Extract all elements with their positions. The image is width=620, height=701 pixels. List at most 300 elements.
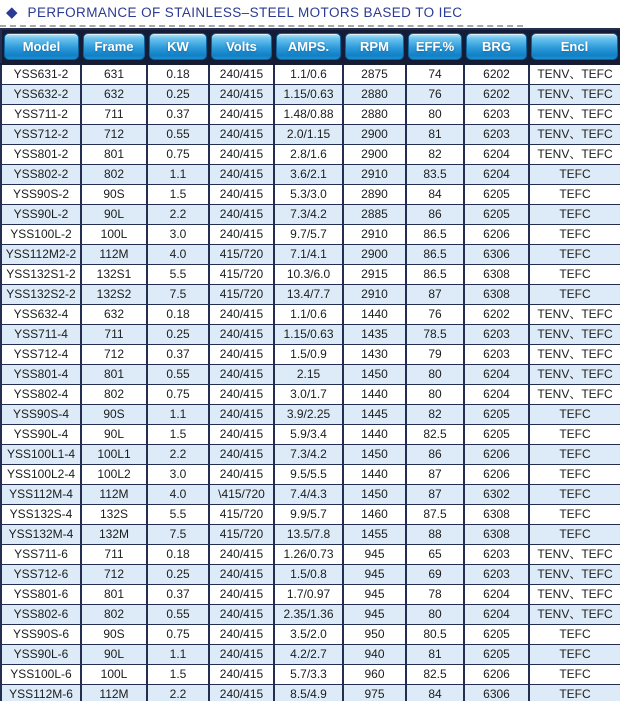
cell-brg: 6204 xyxy=(464,145,529,165)
cell-model: YSS112M-4 xyxy=(1,485,81,505)
cell-brg: 6203 xyxy=(464,125,529,145)
cell-kw: 7.5 xyxy=(147,525,209,545)
cell-brg: 6205 xyxy=(464,205,529,225)
cell-volts: 240/415 xyxy=(209,345,274,365)
cell-model: YSS631-2 xyxy=(1,64,81,85)
cell-rpm: 2910 xyxy=(343,165,406,185)
cell-rpm: 1430 xyxy=(343,345,406,365)
cell-eff: 87.5 xyxy=(406,505,464,525)
cell-kw: 0.37 xyxy=(147,105,209,125)
cell-model: YSS802-2 xyxy=(1,165,81,185)
diamond-icon: ◆ xyxy=(6,4,18,21)
cell-eff: 79 xyxy=(406,345,464,365)
page-title: PERFORMANCE OF STAINLESS–STEEL MOTORS BASED TO IEC xyxy=(27,5,463,20)
cell-encl: TENV、TEFC xyxy=(529,585,620,605)
cell-amps: 5.7/3.3 xyxy=(274,665,343,685)
cell-eff: 84 xyxy=(406,185,464,205)
cell-eff: 88 xyxy=(406,525,464,545)
table-row xyxy=(1,485,620,505)
cell-frame: 711 xyxy=(81,325,147,345)
cell-frame: 90L xyxy=(81,425,147,445)
cell-eff: 82 xyxy=(406,145,464,165)
cell-eff: 86 xyxy=(406,205,464,225)
column-header-volts xyxy=(209,29,274,64)
table-row xyxy=(1,585,620,605)
cell-encl: TEFC xyxy=(529,465,620,485)
cell-rpm: 950 xyxy=(343,625,406,645)
cell-frame: 132S1 xyxy=(81,265,147,285)
cell-volts: 415/720 xyxy=(209,265,274,285)
column-header-button-encl[interactable]: Encl xyxy=(531,33,618,60)
cell-frame: 631 xyxy=(81,64,147,85)
cell-kw: 1.5 xyxy=(147,665,209,685)
column-header-model xyxy=(1,29,81,64)
cell-frame: 100L2 xyxy=(81,465,147,485)
cell-brg: 6202 xyxy=(464,305,529,325)
cell-frame: 711 xyxy=(81,545,147,565)
cell-eff: 82.5 xyxy=(406,665,464,685)
table-row xyxy=(1,425,620,445)
cell-rpm: 1440 xyxy=(343,425,406,445)
cell-eff: 76 xyxy=(406,305,464,325)
cell-encl: TEFC xyxy=(529,505,620,525)
cell-encl: TEFC xyxy=(529,645,620,665)
cell-volts: 240/415 xyxy=(209,405,274,425)
cell-rpm: 1450 xyxy=(343,445,406,465)
cell-rpm: 1450 xyxy=(343,485,406,505)
cell-volts: 240/415 xyxy=(209,85,274,105)
cell-frame: 90L xyxy=(81,645,147,665)
cell-eff: 81 xyxy=(406,125,464,145)
cell-brg: 6204 xyxy=(464,365,529,385)
cell-brg: 6206 xyxy=(464,465,529,485)
cell-amps: 1.5/0.9 xyxy=(274,345,343,365)
cell-encl: TENV、TEFC xyxy=(529,605,620,625)
cell-rpm: 960 xyxy=(343,665,406,685)
cell-volts: \415/720 xyxy=(209,485,274,505)
cell-frame: 801 xyxy=(81,585,147,605)
cell-amps: 8.5/4.9 xyxy=(274,685,343,701)
cell-model: YSS100L2-4 xyxy=(1,465,81,485)
cell-model: YSS712-2 xyxy=(1,125,81,145)
cell-model: YSS132M-4 xyxy=(1,525,81,545)
cell-model: YSS90S-2 xyxy=(1,185,81,205)
cell-brg: 6204 xyxy=(464,165,529,185)
cell-encl: TENV、TEFC xyxy=(529,365,620,385)
cell-brg: 6306 xyxy=(464,245,529,265)
cell-rpm: 1435 xyxy=(343,325,406,345)
cell-eff: 87 xyxy=(406,465,464,485)
cell-kw: 5.5 xyxy=(147,505,209,525)
cell-encl: TENV、TEFC xyxy=(529,385,620,405)
column-header-button-kw[interactable]: KW xyxy=(149,33,207,60)
cell-encl: TEFC xyxy=(529,245,620,265)
table-row xyxy=(1,85,620,105)
cell-brg: 6205 xyxy=(464,425,529,445)
cell-model: YSS90L-6 xyxy=(1,645,81,665)
cell-volts: 240/415 xyxy=(209,105,274,125)
cell-kw: 4.0 xyxy=(147,485,209,505)
cell-rpm: 2890 xyxy=(343,185,406,205)
cell-model: YSS90L-4 xyxy=(1,425,81,445)
cell-frame: 132S xyxy=(81,505,147,525)
cell-eff: 83.5 xyxy=(406,165,464,185)
cell-kw: 5.5 xyxy=(147,265,209,285)
cell-brg: 6206 xyxy=(464,225,529,245)
cell-brg: 6308 xyxy=(464,285,529,305)
cell-frame: 112M xyxy=(81,685,147,701)
cell-model: YSS112M-6 xyxy=(1,685,81,701)
cell-rpm: 945 xyxy=(343,605,406,625)
cell-rpm: 2910 xyxy=(343,225,406,245)
cell-volts: 240/415 xyxy=(209,465,274,485)
cell-model: YSS100L-2 xyxy=(1,225,81,245)
cell-frame: 90S xyxy=(81,185,147,205)
cell-volts: 240/415 xyxy=(209,445,274,465)
column-header-amps xyxy=(274,29,343,64)
cell-frame: 632 xyxy=(81,85,147,105)
cell-frame: 712 xyxy=(81,345,147,365)
cell-volts: 415/720 xyxy=(209,245,274,265)
cell-kw: 0.25 xyxy=(147,85,209,105)
cell-rpm: 1440 xyxy=(343,385,406,405)
cell-frame: 801 xyxy=(81,145,147,165)
cell-amps: 1.1/0.6 xyxy=(274,305,343,325)
cell-amps: 9.7/5.7 xyxy=(274,225,343,245)
cell-amps: 3.6/2.1 xyxy=(274,165,343,185)
cell-encl: TEFC xyxy=(529,445,620,465)
cell-amps: 1.48/0.88 xyxy=(274,105,343,125)
cell-kw: 7.5 xyxy=(147,285,209,305)
cell-volts: 415/720 xyxy=(209,285,274,305)
cell-frame: 100L xyxy=(81,665,147,685)
cell-encl: TEFC xyxy=(529,425,620,445)
cell-eff: 86 xyxy=(406,445,464,465)
cell-amps: 2.8/1.6 xyxy=(274,145,343,165)
cell-model: YSS90S-6 xyxy=(1,625,81,645)
cell-model: YSS100L-6 xyxy=(1,665,81,685)
cell-model: YSS632-4 xyxy=(1,305,81,325)
table-row xyxy=(1,325,620,345)
cell-encl: TEFC xyxy=(529,665,620,685)
table-header xyxy=(1,29,620,64)
table-body xyxy=(1,64,620,701)
column-header-button-eff[interactable]: EFF.% xyxy=(408,33,462,60)
cell-rpm: 2875 xyxy=(343,64,406,85)
cell-model: YSS132S-4 xyxy=(1,505,81,525)
cell-kw: 1.1 xyxy=(147,645,209,665)
cell-volts: 240/415 xyxy=(209,365,274,385)
cell-encl: TENV、TEFC xyxy=(529,64,620,85)
cell-volts: 240/415 xyxy=(209,225,274,245)
table-row xyxy=(1,405,620,425)
cell-frame: 712 xyxy=(81,125,147,145)
cell-eff: 87 xyxy=(406,485,464,505)
cell-kw: 0.75 xyxy=(147,145,209,165)
cell-brg: 6308 xyxy=(464,505,529,525)
cell-eff: 76 xyxy=(406,85,464,105)
column-header-button-frame[interactable]: Frame xyxy=(83,33,145,60)
cell-frame: 712 xyxy=(81,565,147,585)
cell-kw: 1.1 xyxy=(147,405,209,425)
title-bar xyxy=(0,0,620,21)
cell-eff: 82 xyxy=(406,405,464,425)
cell-rpm: 2880 xyxy=(343,85,406,105)
cell-brg: 6203 xyxy=(464,105,529,125)
cell-amps: 7.1/4.1 xyxy=(274,245,343,265)
cell-kw: 0.55 xyxy=(147,125,209,145)
cell-amps: 3.0/1.7 xyxy=(274,385,343,405)
cell-encl: TEFC xyxy=(529,625,620,645)
cell-rpm: 1445 xyxy=(343,405,406,425)
cell-model: YSS112M2-2 xyxy=(1,245,81,265)
table-row xyxy=(1,305,620,325)
cell-model: YSS802-4 xyxy=(1,385,81,405)
cell-volts: 240/415 xyxy=(209,205,274,225)
table-row xyxy=(1,645,620,665)
cell-kw: 0.18 xyxy=(147,305,209,325)
table-row xyxy=(1,64,620,85)
table-row xyxy=(1,625,620,645)
cell-amps: 1.5/0.8 xyxy=(274,565,343,585)
cell-model: YSS801-6 xyxy=(1,585,81,605)
cell-amps: 5.9/3.4 xyxy=(274,425,343,445)
cell-brg: 6206 xyxy=(464,445,529,465)
cell-brg: 6202 xyxy=(464,64,529,85)
table-row xyxy=(1,165,620,185)
table-row xyxy=(1,345,620,365)
cell-rpm: 2880 xyxy=(343,105,406,125)
cell-volts: 415/720 xyxy=(209,525,274,545)
cell-brg: 6203 xyxy=(464,545,529,565)
cell-encl: TENV、TEFC xyxy=(529,345,620,365)
cell-kw: 0.75 xyxy=(147,385,209,405)
cell-frame: 802 xyxy=(81,605,147,625)
cell-eff: 87 xyxy=(406,285,464,305)
cell-eff: 80 xyxy=(406,105,464,125)
cell-encl: TEFC xyxy=(529,225,620,245)
cell-model: YSS711-6 xyxy=(1,545,81,565)
cell-kw: 0.18 xyxy=(147,545,209,565)
cell-volts: 240/415 xyxy=(209,385,274,405)
cell-rpm: 2910 xyxy=(343,285,406,305)
cell-kw: 2.2 xyxy=(147,445,209,465)
cell-volts: 240/415 xyxy=(209,305,274,325)
table-row xyxy=(1,245,620,265)
cell-amps: 1.1/0.6 xyxy=(274,64,343,85)
cell-frame: 100L1 xyxy=(81,445,147,465)
cell-frame: 802 xyxy=(81,385,147,405)
cell-volts: 240/415 xyxy=(209,625,274,645)
table-row xyxy=(1,285,620,305)
cell-rpm: 975 xyxy=(343,685,406,701)
cell-brg: 6302 xyxy=(464,485,529,505)
cell-brg: 6206 xyxy=(464,665,529,685)
cell-rpm: 945 xyxy=(343,565,406,585)
cell-encl: TENV、TEFC xyxy=(529,545,620,565)
cell-frame: 802 xyxy=(81,165,147,185)
table-row xyxy=(1,145,620,165)
cell-brg: 6205 xyxy=(464,185,529,205)
cell-model: YSS632-2 xyxy=(1,85,81,105)
cell-volts: 240/415 xyxy=(209,665,274,685)
cell-eff: 81 xyxy=(406,645,464,665)
cell-brg: 6204 xyxy=(464,385,529,405)
cell-eff: 80 xyxy=(406,605,464,625)
cell-eff: 74 xyxy=(406,64,464,85)
cell-rpm: 1455 xyxy=(343,525,406,545)
cell-encl: TEFC xyxy=(529,185,620,205)
cell-eff: 80.5 xyxy=(406,625,464,645)
cell-volts: 240/415 xyxy=(209,645,274,665)
column-header-frame xyxy=(81,29,147,64)
cell-volts: 240/415 xyxy=(209,145,274,165)
cell-amps: 7.3/4.2 xyxy=(274,445,343,465)
cell-rpm: 945 xyxy=(343,545,406,565)
table-row xyxy=(1,225,620,245)
cell-amps: 13.5/7.8 xyxy=(274,525,343,545)
cell-frame: 132S2 xyxy=(81,285,147,305)
cell-rpm: 1460 xyxy=(343,505,406,525)
column-header-button-rpm[interactable]: RPM xyxy=(345,33,404,60)
cell-eff: 80 xyxy=(406,385,464,405)
cell-model: YSS711-4 xyxy=(1,325,81,345)
cell-amps: 1.15/0.63 xyxy=(274,85,343,105)
cell-rpm: 945 xyxy=(343,585,406,605)
cell-encl: TEFC xyxy=(529,685,620,701)
column-header-encl xyxy=(529,29,620,64)
cell-model: YSS711-2 xyxy=(1,105,81,125)
table-row xyxy=(1,385,620,405)
table-row xyxy=(1,365,620,385)
table-row xyxy=(1,125,620,145)
cell-model: YSS801-2 xyxy=(1,145,81,165)
cell-frame: 801 xyxy=(81,365,147,385)
cell-brg: 6202 xyxy=(464,85,529,105)
cell-brg: 6205 xyxy=(464,405,529,425)
cell-amps: 5.3/3.0 xyxy=(274,185,343,205)
cell-kw: 4.0 xyxy=(147,245,209,265)
cell-amps: 9.9/5.7 xyxy=(274,505,343,525)
table-row xyxy=(1,465,620,485)
table-row xyxy=(1,445,620,465)
cell-amps: 3.9/2.25 xyxy=(274,405,343,425)
cell-encl: TENV、TEFC xyxy=(529,305,620,325)
table-row xyxy=(1,525,620,545)
cell-amps: 13.4/7.7 xyxy=(274,285,343,305)
cell-kw: 1.5 xyxy=(147,185,209,205)
cell-rpm: 1440 xyxy=(343,465,406,485)
cell-volts: 240/415 xyxy=(209,165,274,185)
column-header-eff xyxy=(406,29,464,64)
cell-rpm: 1450 xyxy=(343,365,406,385)
table-row xyxy=(1,565,620,585)
cell-frame: 100L xyxy=(81,225,147,245)
cell-amps: 2.35/1.36 xyxy=(274,605,343,625)
cell-frame: 632 xyxy=(81,305,147,325)
cell-brg: 6204 xyxy=(464,585,529,605)
column-header-button-amps[interactable]: AMPS. xyxy=(276,33,341,60)
cell-amps: 7.4/4.3 xyxy=(274,485,343,505)
cell-volts: 240/415 xyxy=(209,605,274,625)
cell-kw: 0.55 xyxy=(147,605,209,625)
cell-eff: 78.5 xyxy=(406,325,464,345)
cell-frame: 711 xyxy=(81,105,147,125)
column-header-button-volts[interactable]: Volts xyxy=(211,33,272,60)
table-row xyxy=(1,505,620,525)
title-divider xyxy=(0,25,523,27)
cell-eff: 65 xyxy=(406,545,464,565)
cell-rpm: 2900 xyxy=(343,145,406,165)
cell-encl: TEFC xyxy=(529,525,620,545)
cell-volts: 240/415 xyxy=(209,685,274,701)
cell-eff: 82.5 xyxy=(406,425,464,445)
cell-eff: 86.5 xyxy=(406,265,464,285)
cell-encl: TEFC xyxy=(529,485,620,505)
cell-kw: 2.2 xyxy=(147,685,209,701)
cell-volts: 240/415 xyxy=(209,125,274,145)
cell-encl: TEFC xyxy=(529,165,620,185)
cell-eff: 86.5 xyxy=(406,225,464,245)
table-row xyxy=(1,105,620,125)
motor-spec-table xyxy=(0,28,620,701)
cell-amps: 3.5/2.0 xyxy=(274,625,343,645)
cell-encl: TEFC xyxy=(529,405,620,425)
table-row xyxy=(1,205,620,225)
cell-rpm: 2885 xyxy=(343,205,406,225)
cell-kw: 0.18 xyxy=(147,64,209,85)
cell-kw: 0.37 xyxy=(147,585,209,605)
cell-kw: 0.75 xyxy=(147,625,209,645)
cell-brg: 6205 xyxy=(464,645,529,665)
column-header-rpm xyxy=(343,29,406,64)
cell-eff: 78 xyxy=(406,585,464,605)
cell-kw: 1.5 xyxy=(147,425,209,445)
cell-brg: 6308 xyxy=(464,265,529,285)
cell-brg: 6308 xyxy=(464,525,529,545)
column-header-kw xyxy=(147,29,209,64)
table-row xyxy=(1,185,620,205)
cell-brg: 6203 xyxy=(464,325,529,345)
cell-amps: 4.2/2.7 xyxy=(274,645,343,665)
column-header-button-model[interactable]: Model xyxy=(4,33,79,60)
cell-model: YSS801-4 xyxy=(1,365,81,385)
cell-eff: 84 xyxy=(406,685,464,701)
cell-rpm: 2915 xyxy=(343,265,406,285)
cell-volts: 240/415 xyxy=(209,185,274,205)
cell-encl: TENV、TEFC xyxy=(529,325,620,345)
cell-eff: 86.5 xyxy=(406,245,464,265)
cell-amps: 2.15 xyxy=(274,365,343,385)
cell-amps: 1.26/0.73 xyxy=(274,545,343,565)
cell-volts: 240/415 xyxy=(209,565,274,585)
table-row xyxy=(1,685,620,701)
cell-encl: TEFC xyxy=(529,285,620,305)
cell-kw: 0.55 xyxy=(147,365,209,385)
cell-rpm: 2900 xyxy=(343,125,406,145)
cell-rpm: 940 xyxy=(343,645,406,665)
cell-kw: 0.37 xyxy=(147,345,209,365)
cell-kw: 0.25 xyxy=(147,325,209,345)
cell-eff: 80 xyxy=(406,365,464,385)
column-header-button-brg[interactable]: BRG xyxy=(466,33,527,60)
cell-rpm: 2900 xyxy=(343,245,406,265)
cell-kw: 1.1 xyxy=(147,165,209,185)
cell-kw: 3.0 xyxy=(147,225,209,245)
cell-model: YSS712-6 xyxy=(1,565,81,585)
cell-rpm: 1440 xyxy=(343,305,406,325)
cell-volts: 240/415 xyxy=(209,325,274,345)
